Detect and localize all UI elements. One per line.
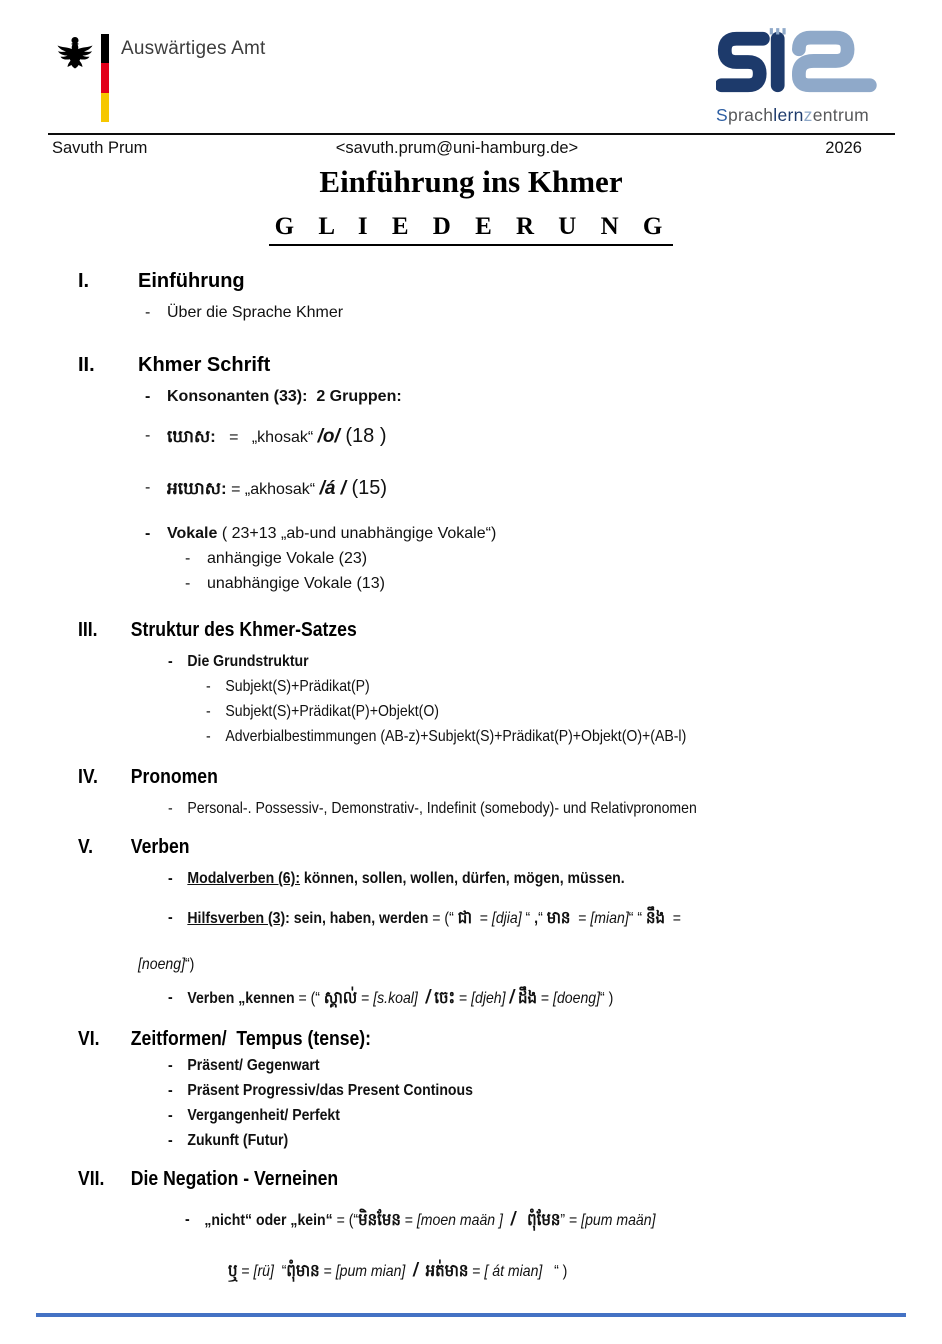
- text-run: „khosak“: [251, 429, 318, 446]
- item-text: [207, 548, 367, 570]
- item-text: [167, 421, 387, 453]
- section-heading: [78, 764, 812, 790]
- outline-item: [206, 701, 827, 723]
- outline-item: [168, 868, 823, 890]
- outline-item: [168, 1130, 823, 1152]
- bullet-dash: -: [168, 1082, 173, 1099]
- text-run: [pum maän]: [581, 1212, 656, 1229]
- section: [78, 764, 912, 820]
- text-run: =: [319, 1263, 336, 1280]
- section-number: IV.: [78, 766, 98, 788]
- foreign-office-brand: [55, 34, 266, 122]
- text-run: = (“: [332, 1212, 359, 1229]
- subtitle: G L I E D E R U N G: [269, 213, 674, 246]
- item-text: [187, 1130, 288, 1152]
- outline-item: [168, 983, 823, 1014]
- section-title: Einführung: [138, 270, 245, 292]
- text-run: Modalverben (6):: [187, 870, 301, 887]
- section-number: VII.: [78, 1168, 105, 1190]
- text-run: ( 23+13 „ab-und unabhängige Vokale“): [217, 525, 497, 542]
- text-run: ឬ: [228, 1261, 238, 1280]
- slz-logo-icon: [716, 26, 886, 98]
- text-run: Verben „kennen: [187, 990, 295, 1007]
- text-run: /á /: [319, 478, 346, 499]
- text-run: “): [184, 956, 195, 973]
- outline-item: [168, 903, 823, 934]
- slz-brand: [716, 26, 902, 126]
- bullet-dash: -: [168, 1057, 173, 1074]
- text-run: [rü]: [253, 1263, 274, 1280]
- text-run: ចេះ: [434, 988, 456, 1007]
- bullet-dash: -: [168, 800, 173, 817]
- text-run: (15): [345, 477, 388, 499]
- bullet-dash: -: [206, 678, 211, 695]
- section-title: Verben: [130, 836, 190, 858]
- text-run: :: [285, 910, 294, 927]
- item-text: [225, 676, 369, 698]
- text-run: នឹង: [645, 908, 665, 927]
- text-run: unabhängige Vokale (13): [207, 575, 385, 592]
- author-name: Savuth Prum: [52, 139, 148, 157]
- slz-word-segment: lern: [773, 105, 804, 125]
- bullet-dash: -: [206, 703, 211, 720]
- outline-item: [145, 386, 912, 408]
- section-heading: [78, 352, 912, 378]
- flag-red: [101, 63, 109, 92]
- bullet-dash: -: [206, 728, 211, 745]
- flag-black: [101, 34, 109, 63]
- text-run: ដឹង: [518, 988, 538, 1007]
- section: [78, 1166, 912, 1287]
- text-run: [djia]: [491, 910, 522, 927]
- outline-item: [168, 1105, 823, 1127]
- outline-item: [185, 573, 912, 595]
- text-run: [doeng]: [553, 990, 601, 1007]
- section: [78, 834, 912, 1014]
- section-number: III.: [78, 619, 98, 641]
- section-number: VI.: [78, 1028, 100, 1050]
- text-run: /: [509, 987, 515, 1008]
- section-heading: [78, 834, 812, 860]
- text-run: können, sollen, wollen, dürfen, mögen, müssen.: [300, 870, 625, 887]
- text-run: Konsonanten (33): 2 Gruppen:: [167, 388, 402, 405]
- section: [78, 617, 912, 748]
- outline-item: [168, 651, 823, 673]
- text-run: [noeng]: [138, 956, 185, 973]
- bullet-dash: -: [168, 909, 173, 926]
- text-run: Vergangenheit/ Perfekt: [187, 1107, 340, 1124]
- text-run: =: [471, 910, 492, 927]
- text-run: ពុំមែន: [527, 1210, 561, 1229]
- item-text: [187, 903, 681, 934]
- text-run: =: [537, 990, 554, 1007]
- text-run: /: [425, 987, 431, 1008]
- text-run: Hilfsverben (3): [187, 910, 286, 927]
- text-run: “ ): [542, 1263, 568, 1280]
- bullet-dash: -: [145, 525, 151, 542]
- outline-item: [145, 473, 912, 505]
- item-text: [167, 523, 496, 545]
- item-text: [187, 1080, 473, 1102]
- item-text: [167, 386, 402, 408]
- slz-word-segment: S: [716, 105, 728, 125]
- outline-item: [206, 726, 827, 748]
- item-text: [187, 983, 613, 1014]
- item-text: [187, 868, 624, 890]
- flag-gold: [101, 93, 109, 122]
- item-text: [187, 1055, 319, 1077]
- section-title: Pronomen: [130, 766, 218, 788]
- section-number: V.: [78, 836, 94, 858]
- item-text: [207, 573, 385, 595]
- text-run: Präsent Progressiv/das Present Continous: [187, 1082, 473, 1099]
- text-run: ស្គាល់: [323, 988, 358, 1007]
- slz-wordmark: [716, 105, 902, 126]
- text-run: ,: [534, 910, 539, 927]
- text-run: មាន: [546, 908, 571, 927]
- outline: [78, 246, 912, 1287]
- text-run: “: [521, 910, 535, 927]
- german-flag-stripe: [101, 34, 109, 122]
- item-text: [167, 302, 343, 324]
- outline-item: [168, 1055, 823, 1077]
- section-number: I.: [78, 270, 90, 292]
- slz-word-segment: prach: [727, 105, 774, 125]
- bullet-dash: -: [145, 388, 151, 405]
- bullet-dash: -: [185, 550, 191, 567]
- text-run: = (“: [428, 910, 458, 927]
- outline-item: [138, 950, 819, 980]
- section-title: Die Negation - Verneinen: [130, 1168, 339, 1190]
- item-text: [138, 950, 194, 980]
- section: [78, 268, 912, 324]
- text-run: [mian]: [590, 910, 629, 927]
- item-text: [228, 1256, 567, 1287]
- text-run: [418, 1263, 426, 1280]
- text-run: =: [664, 910, 681, 927]
- text-run: [moen maän ]: [416, 1212, 503, 1229]
- ministry-name: Auswärtiges Amt: [121, 38, 266, 59]
- text-run: Zukunft (Futur): [187, 1132, 289, 1149]
- text-run: អឃោស:: [167, 479, 227, 498]
- text-run: Adverbialbestimmungen (AB-z)+Subjekt(S)+Prädikat(P)+Objekt(O)+(AB-l): [225, 728, 687, 745]
- text-run: [515, 1212, 527, 1229]
- text-run: =: [226, 481, 245, 498]
- text-run: “ ): [600, 990, 614, 1007]
- footer-bar: [36, 1313, 906, 1317]
- text-run: /: [413, 1260, 418, 1281]
- outline-item: [145, 523, 912, 545]
- text-run: អត់មាន: [425, 1261, 469, 1280]
- text-run: Vokale: [167, 525, 218, 542]
- outline-item: [228, 1256, 830, 1287]
- text-run: = (“: [294, 990, 324, 1007]
- text-run: =: [237, 1263, 254, 1280]
- text-run: [418, 990, 426, 1007]
- text-run: ឃោស:: [167, 427, 216, 446]
- outline-item: [185, 548, 912, 570]
- bullet-dash: -: [168, 1132, 173, 1149]
- bullet-dash: -: [168, 653, 173, 670]
- bullet-dash: -: [145, 304, 151, 321]
- text-run: “ “: [628, 910, 646, 927]
- outline-item: [168, 798, 823, 820]
- item-text: [187, 1105, 340, 1127]
- text-run: =: [455, 990, 472, 1007]
- text-run: “: [273, 1263, 287, 1280]
- text-run: sein, haben, werden: [293, 910, 429, 927]
- section-number: II.: [78, 354, 95, 376]
- text-run: =: [357, 990, 374, 1007]
- text-run: Personal-. Possessiv-, Demonstrativ-, Indefinit (somebody)- und Relativpronomen: [187, 800, 697, 817]
- section: [78, 352, 912, 595]
- text-run: „nicht“ oder „kein“: [204, 1212, 333, 1229]
- text-run: [pum mian]: [335, 1263, 406, 1280]
- text-run: ពុំមាន: [286, 1261, 320, 1280]
- text-run: =: [468, 1263, 485, 1280]
- text-run: =: [400, 1212, 417, 1229]
- year: 2026: [825, 139, 862, 157]
- text-run: „akhosak“: [244, 481, 320, 498]
- outline-item: [145, 421, 912, 453]
- section-heading: [78, 1026, 812, 1052]
- text-run: [503, 1212, 511, 1229]
- outline-item: [168, 1080, 823, 1102]
- bullet-dash: -: [168, 989, 173, 1006]
- outline-item: [145, 302, 912, 324]
- subtitle-wrap: [0, 213, 942, 246]
- outline-item: [206, 676, 827, 698]
- section-heading: [78, 268, 912, 294]
- bullet-dash: -: [145, 479, 151, 496]
- section-heading: [78, 1166, 812, 1192]
- bullet-dash: -: [168, 1107, 173, 1124]
- text-run: Subjekt(S)+Prädikat(P): [225, 678, 370, 695]
- section-heading: [78, 617, 812, 643]
- outline-item: [185, 1205, 825, 1236]
- section-title: Khmer Schrift: [138, 354, 271, 376]
- text-run: Subjekt(S)+Prädikat(P)+Objekt(O): [225, 703, 439, 720]
- bullet-dash: -: [185, 1211, 190, 1228]
- item-text: [225, 726, 686, 748]
- author-email: <savuth.prum@uni-hamburg.de>: [335, 139, 579, 157]
- text-run: [s.koal]: [373, 990, 418, 1007]
- bullet-dash: -: [168, 870, 173, 887]
- item-text: [225, 701, 439, 723]
- text-run: ” =: [560, 1212, 582, 1229]
- text-run: /: [510, 1209, 516, 1230]
- text-run: មិនមែន: [358, 1210, 401, 1229]
- item-text: [204, 1205, 655, 1236]
- page-title: Einführung ins Khmer: [319, 164, 623, 199]
- text-run: Über die Sprache Khmer: [167, 304, 344, 321]
- text-run: =: [215, 429, 252, 446]
- slz-word-segment: entrum: [812, 105, 869, 125]
- branding-band: [55, 26, 904, 126]
- text-run: [ át mian]: [484, 1263, 543, 1280]
- header-rule: [48, 133, 895, 135]
- section: [78, 1026, 912, 1152]
- text-run: “: [538, 910, 547, 927]
- bundesadler-eagle-icon: [55, 34, 95, 72]
- text-run: [djeh]: [471, 990, 506, 1007]
- bullet-dash: -: [145, 427, 151, 444]
- text-run: (18 ): [339, 425, 387, 447]
- text-run: =: [570, 910, 591, 927]
- section-title: Zeitformen/ Tempus (tense):: [130, 1028, 372, 1050]
- text-run: /o/: [317, 426, 340, 447]
- text-run: Präsent/ Gegenwart: [187, 1057, 320, 1074]
- text-run: ជា: [457, 908, 472, 927]
- item-text: [167, 473, 387, 505]
- section-title: Struktur des Khmer-Satzes: [130, 619, 357, 641]
- slz-word-segment: z: [803, 105, 813, 125]
- text-run: anhängige Vokale (23): [207, 550, 368, 567]
- item-text: [187, 651, 308, 673]
- text-run: Die Grundstruktur: [187, 653, 309, 670]
- item-text: [187, 798, 696, 820]
- bullet-dash: -: [185, 575, 191, 592]
